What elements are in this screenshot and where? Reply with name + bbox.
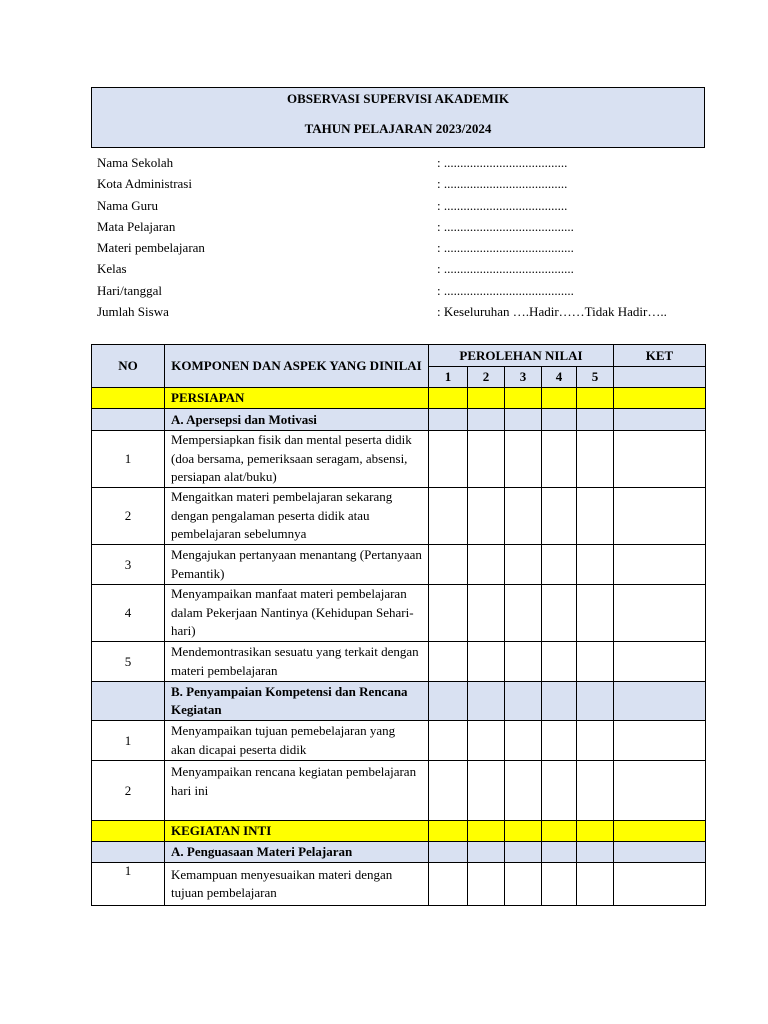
row-text: Menyampaikan tujuan pemebelajaran yang akan dicapai peserta didik: [165, 721, 429, 761]
score-cell[interactable]: [429, 488, 468, 545]
score-cell[interactable]: [542, 721, 577, 761]
info-value: : ......................................: [437, 197, 568, 213]
info-label: Nama Guru: [97, 197, 159, 213]
score-header: 2: [468, 367, 505, 388]
info-row-school: [97, 154, 717, 175]
row-text: Mengajukan pertanyaan menantang (Pertanyaan Pemantik): [165, 545, 429, 585]
score-cell[interactable]: [542, 488, 577, 545]
row-text: Mendemontrasikan sesuatu yang terkait dengan materi pembelajaran: [165, 642, 429, 682]
info-row-city: [97, 175, 717, 196]
score-cell[interactable]: [542, 545, 577, 585]
section-row-kegiatan-inti: [92, 821, 706, 842]
score-header: 4: [542, 367, 577, 388]
score-cell[interactable]: [468, 761, 505, 821]
col-header-ket: KET: [614, 345, 706, 367]
col-header-komponen: KOMPONEN DAN ASPEK YANG DINILAI: [165, 345, 429, 388]
subsection-row-b: [92, 682, 706, 721]
info-label: Nama Sekolah: [97, 155, 174, 170]
score-cell[interactable]: [542, 863, 577, 906]
ket-cell[interactable]: [614, 863, 706, 906]
identity-section: [97, 154, 717, 324]
info-value: : ........................................: [437, 218, 574, 234]
table-row: [92, 545, 706, 585]
score-cell[interactable]: [577, 585, 614, 642]
table-row: [92, 761, 706, 821]
score-cell[interactable]: [468, 545, 505, 585]
score-cell[interactable]: [505, 488, 542, 545]
row-number: 3: [92, 545, 165, 585]
row-number: 4: [92, 585, 165, 642]
score-cell[interactable]: [542, 642, 577, 682]
row-text: Mempersiapkan fisik dan mental peserta didik (doa bersama, pemeriksaan seragam, absensi, persiapan alat/buku): [165, 431, 429, 488]
ket-cell[interactable]: [614, 642, 706, 682]
subsection-row-c: [92, 842, 706, 863]
row-number: 1: [92, 721, 165, 761]
info-row-date: [97, 282, 717, 303]
info-label: Kelas: [97, 261, 127, 277]
score-cell[interactable]: [505, 585, 542, 642]
subsection-label: A. Apersepsi dan Motivasi: [165, 409, 429, 431]
evaluation-table: [91, 344, 706, 906]
table-row: [92, 721, 706, 761]
score-cell[interactable]: [429, 761, 468, 821]
score-cell[interactable]: [429, 431, 468, 488]
score-cell[interactable]: [429, 585, 468, 642]
ket-cell[interactable]: [614, 431, 706, 488]
info-label: Hari/tanggal: [97, 282, 162, 298]
score-cell[interactable]: [468, 642, 505, 682]
score-header: 1: [429, 367, 468, 388]
info-row-subject: [97, 218, 717, 239]
score-cell[interactable]: [505, 863, 542, 906]
score-cell[interactable]: [468, 431, 505, 488]
score-cell[interactable]: [577, 431, 614, 488]
score-cell[interactable]: [577, 545, 614, 585]
row-number: 1: [92, 863, 165, 906]
score-cell[interactable]: [577, 761, 614, 821]
score-cell[interactable]: [468, 863, 505, 906]
info-row-class: [97, 260, 717, 281]
score-cell[interactable]: [577, 488, 614, 545]
score-cell[interactable]: [429, 721, 468, 761]
score-cell[interactable]: [505, 642, 542, 682]
info-row-students: [97, 303, 717, 324]
info-value: : ........................................: [437, 261, 574, 277]
info-value: : Keseluruhan ….Hadir……Tidak Hadir…..: [437, 304, 667, 320]
row-text: Menyampaikan rencana kegiatan pembelajaran hari ini: [165, 761, 429, 821]
info-value: : ......................................: [437, 155, 568, 170]
col-header-nilai: PEROLEHAN NILAI: [429, 345, 614, 367]
form-subtitle: TAHUN PELAJARAN 2023/2024: [304, 121, 492, 136]
table-row: [92, 488, 706, 545]
score-cell[interactable]: [429, 863, 468, 906]
subsection-label: B. Penyampaian Kompetensi dan Rencana Kegiatan: [165, 682, 429, 721]
info-label: Materi pembelajaran: [97, 240, 205, 256]
score-cell[interactable]: [505, 761, 542, 821]
row-number: 2: [92, 761, 165, 821]
form-title: OBSERVASI SUPERVISI AKADEMIK: [286, 91, 510, 106]
ket-cell[interactable]: [614, 761, 706, 821]
row-number: 5: [92, 642, 165, 682]
score-cell[interactable]: [505, 431, 542, 488]
subsection-label: A. Penguasaan Materi Pelajaran: [165, 842, 429, 863]
score-cell[interactable]: [505, 721, 542, 761]
score-cell[interactable]: [577, 863, 614, 906]
row-text: Kemampuan menyesuaikan materi dengan tujuan pembelajaran: [165, 863, 429, 906]
score-cell[interactable]: [577, 642, 614, 682]
form-header: [91, 87, 705, 148]
info-label: Jumlah Siswa: [97, 304, 169, 320]
ket-cell[interactable]: [614, 545, 706, 585]
info-value: : ......................................: [437, 176, 568, 192]
table-row: [92, 431, 706, 488]
score-header: 5: [577, 367, 614, 388]
score-cell[interactable]: [505, 545, 542, 585]
info-label: Kota Administrasi: [97, 176, 192, 192]
info-value: : ........................................: [437, 240, 574, 256]
row-number: 2: [92, 488, 165, 545]
table-row: [92, 863, 706, 906]
info-row-material: [97, 239, 717, 260]
ket-cell[interactable]: [614, 721, 706, 761]
ket-blank: [614, 367, 706, 388]
score-cell[interactable]: [542, 431, 577, 488]
row-text: Mengaitkan materi pembelajaran sekarang dengan pengalaman peserta didik atau pembelajaran sebelumnya: [165, 488, 429, 545]
table-row: [92, 585, 706, 642]
table-row: [92, 642, 706, 682]
row-number: 1: [92, 431, 165, 488]
subsection-row-a: [92, 409, 706, 431]
ket-cell[interactable]: [614, 585, 706, 642]
info-value: : ........................................: [437, 282, 574, 298]
score-cell[interactable]: [542, 761, 577, 821]
score-cell[interactable]: [468, 488, 505, 545]
col-header-no: NO: [92, 345, 165, 388]
ket-cell[interactable]: [614, 488, 706, 545]
score-header: 3: [505, 367, 542, 388]
score-cell[interactable]: [542, 585, 577, 642]
section-label: PERSIAPAN: [165, 388, 429, 409]
score-cell[interactable]: [429, 642, 468, 682]
score-cell[interactable]: [468, 585, 505, 642]
section-label: KEGIATAN INTI: [165, 821, 429, 842]
info-row-teacher: [97, 197, 717, 218]
info-label: Mata Pelajaran: [97, 218, 176, 234]
row-text: Menyampaikan manfaat materi pembelajaran dalam Pekerjaan Nantinya (Kehidupan Sehari-hari): [165, 585, 429, 642]
score-cell[interactable]: [429, 545, 468, 585]
section-row-persiapan: [92, 388, 706, 409]
score-cell[interactable]: [468, 721, 505, 761]
score-cell[interactable]: [577, 721, 614, 761]
table-header-row: [92, 345, 706, 367]
